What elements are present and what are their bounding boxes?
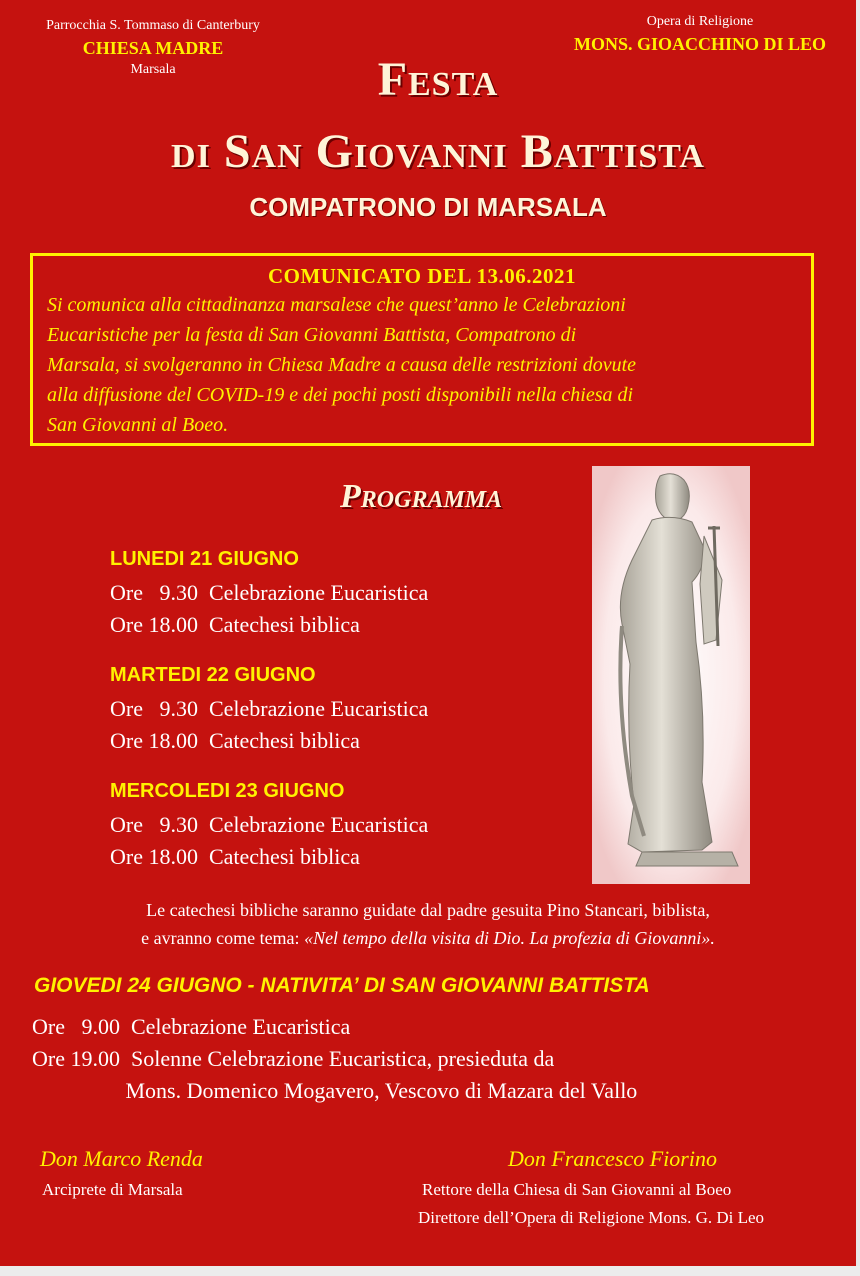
- program-day-label: MERCOLEDI 23 GIUGNO: [110, 780, 345, 802]
- signature-left-role: Arciprete di Marsala: [42, 1180, 183, 1199]
- statue-figure-icon: [592, 466, 750, 884]
- catechesis-theme: [0, 928, 856, 949]
- signature-right-role: Rettore della Chiesa di San Giovanni al Boeo: [422, 1180, 732, 1199]
- program-event: Ore 18.00 Catechesi biblica: [110, 844, 360, 869]
- page-edge: [856, 0, 860, 1276]
- program-day-label: MARTEDI 22 GIUGNO: [110, 664, 316, 686]
- nativity-heading: GIOVEDI 24 GIUGNO - NATIVITA’ DI SAN GIOVANNI BATTISTA: [34, 974, 650, 997]
- nativity-event: Mons. Domenico Mogavero, Vescovo di Mazara del Vallo: [32, 1078, 638, 1103]
- program-event: Ore 9.30 Celebrazione Eucaristica: [110, 696, 429, 721]
- church-name: CHIESA MADRE: [82, 38, 224, 58]
- organization-founder: MONS. GIOACCHINO DI LEO: [573, 34, 827, 54]
- notice-line: Marsala, si svolgeranno in Chiesa Madre a causa delle restrizioni dovute: [47, 354, 637, 376]
- notice-line: alla diffusione del COVID-19 e dei pochi posti disponibili nella chiesa di: [47, 384, 634, 406]
- program-heading: Programma: [340, 478, 503, 515]
- theme-prefix: e avranno come tema:: [141, 928, 305, 948]
- program-event: Ore 9.30 Celebrazione Eucaristica: [110, 580, 429, 605]
- notice-box: [30, 253, 814, 446]
- title-line-1: Festa: [377, 53, 499, 106]
- program-event: Ore 18.00 Catechesi biblica: [110, 728, 360, 753]
- header-right: [550, 12, 850, 56]
- city-name: Marsala: [130, 62, 176, 77]
- signature-left-name: Don Marco Renda: [40, 1146, 203, 1171]
- subtitle: COMPATRONO DI MARSALA: [249, 192, 607, 222]
- page-bottom-edge: [0, 1266, 860, 1276]
- parish-name: Parrocchia S. Tommaso di Canterbury: [46, 18, 260, 33]
- notice-heading: COMUNICATO DEL 13.06.2021: [267, 264, 577, 288]
- notice-line: San Giovanni al Boeo.: [47, 414, 229, 436]
- program-event: Ore 18.00 Catechesi biblica: [110, 612, 360, 637]
- theme-quote: «Nel tempo della visita di Dio. La profezia di Giovanni».: [304, 928, 715, 948]
- nativity-event: Ore 19.00 Solenne Celebrazione Eucaristica, presieduta da: [32, 1046, 555, 1071]
- notice-line: Eucaristiche per la festa di San Giovanni Battista, Compatrono di: [47, 324, 577, 346]
- title-line-2: di San Giovanni Battista: [171, 125, 705, 178]
- signature-right-role: Direttore dell’Opera di Religione Mons. G. Di Leo: [418, 1208, 765, 1227]
- nativity-event: Ore 9.00 Celebrazione Eucaristica: [32, 1014, 351, 1039]
- organization-name: Opera di Religione: [646, 14, 754, 29]
- saint-statue-image: [592, 466, 750, 884]
- catechesis-note: Le catechesi bibliche saranno guidate dal padre gesuita Pino Stancari, biblista,: [146, 900, 710, 920]
- program-day-label: LUNEDI 21 GIUGNO: [110, 548, 299, 570]
- notice-line: Si comunica alla cittadinanza marsalese che quest’anno le Celebrazioni: [47, 294, 626, 316]
- signature-right-name: Don Francesco Fiorino: [508, 1146, 717, 1171]
- program-event: Ore 9.30 Celebrazione Eucaristica: [110, 812, 429, 837]
